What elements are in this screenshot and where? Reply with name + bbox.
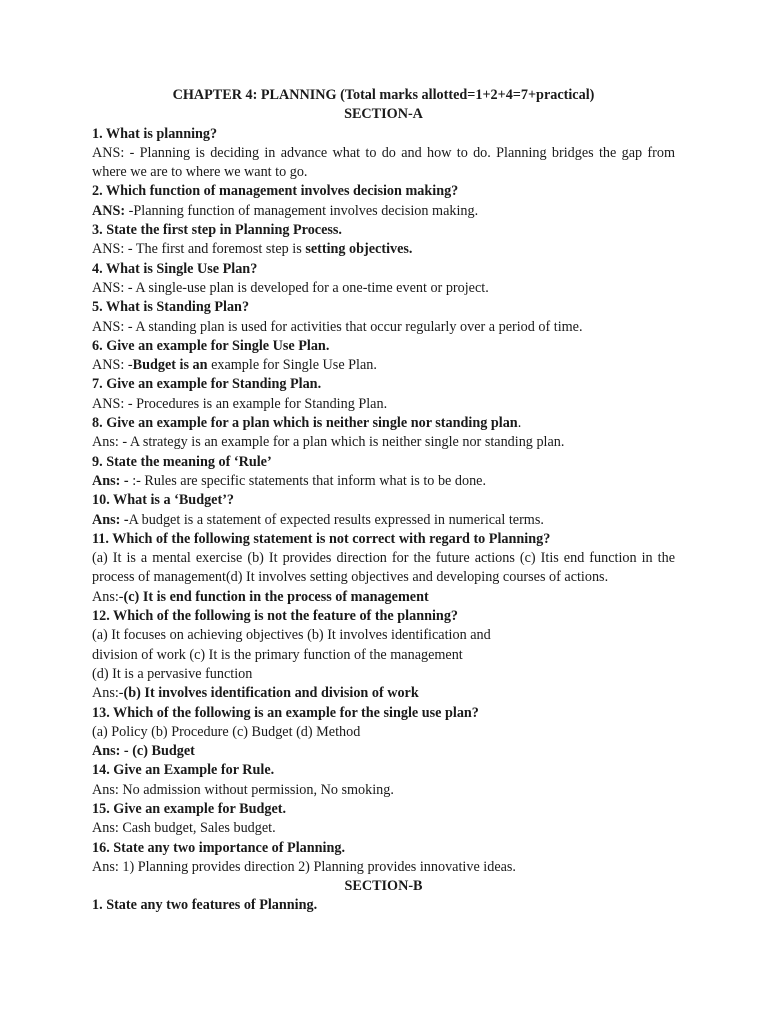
question-6: 6. Give an example for Single Use Plan. — [92, 337, 330, 354]
question-9: 9. State the meaning of ‘Rule’ — [92, 453, 272, 470]
answer-16: Ans: 1) Planning provides direction 2) Planning provides innovative ideas. — [92, 858, 516, 875]
section-a-heading: SECTION-A — [344, 106, 423, 123]
answer-6-suffix: example for Single Use Plan. — [207, 357, 377, 374]
answer-3 — [92, 240, 675, 259]
question-8-text: 8. Give an example for a plan which is neither single nor standing plan — [92, 415, 518, 432]
question-12-option-line-1: (a) It focuses on achieving objectives (b) It involves identification and — [92, 627, 491, 644]
answer-14: Ans: No admission without permission, No smoking. — [92, 781, 394, 798]
question-8-suffix: . — [517, 415, 522, 432]
document-page — [92, 86, 675, 916]
answer-10-prefix: Ans: - — [92, 511, 129, 528]
chapter-title: CHAPTER 4: PLANNING (Total marks allotted=1+2+4=7+practical) — [172, 87, 595, 103]
section-b-heading: SECTION-B — [344, 878, 423, 895]
answer-6-prefix: ANS: - — [92, 357, 133, 374]
question-5: 5. What is Standing Plan? — [92, 299, 250, 316]
section-b-question-1: 1. State any two features of Planning. — [92, 897, 318, 914]
answer-10-text: A budget is a statement of expected results expressed in numerical terms. — [128, 511, 544, 528]
answer-13: Ans: - (c) Budget — [92, 743, 195, 760]
answer-6-bold: Budget is an — [132, 357, 208, 374]
answer-1-prefix: ANS: - — [92, 144, 140, 161]
answer-3-bold: setting objectives. — [305, 241, 413, 258]
answer-2-prefix: ANS: — [92, 202, 126, 219]
answer-11 — [92, 588, 675, 607]
answer-12 — [92, 684, 675, 703]
question-12-option-line-3: (d) It is a pervasive function — [92, 665, 253, 682]
answer-3-prefix: ANS: - The first and foremost step is — [92, 241, 306, 258]
answer-2 — [92, 202, 675, 221]
answer-12-prefix: Ans:- — [92, 685, 124, 702]
answer-11-prefix: Ans:- — [92, 588, 124, 605]
answer-4: ANS: - A single-use plan is developed for a one-time event or project. — [92, 279, 489, 296]
answer-11-bold: (c) It is end function in the process of management — [123, 588, 429, 605]
question-2: 2. Which function of management involves decision making? — [92, 183, 459, 200]
question-13: 13. Which of the following is an example for the single use plan? — [92, 704, 479, 721]
question-12: 12. Which of the following is not the feature of the planning? — [92, 608, 459, 625]
question-10: 10. What is a ‘Budget’? — [92, 492, 235, 509]
answer-9 — [92, 472, 675, 491]
question-14: 14. Give an Example for Rule. — [92, 762, 275, 779]
question-1: 1. What is planning? — [92, 125, 218, 142]
answer-10 — [92, 511, 675, 530]
question-4: 4. What is Single Use Plan? — [92, 260, 258, 277]
question-12-option-line-2: division of work (c) It is the primary function of the management — [92, 646, 463, 663]
answer-1 — [92, 144, 675, 183]
question-15: 15. Give an example for Budget. — [92, 800, 287, 817]
question-8 — [92, 414, 675, 433]
question-7: 7. Give an example for Standing Plan. — [92, 376, 322, 393]
question-11-options: (a) It is a mental exercise (b) It provides direction for the future actions (c) Itis end function in the process of management(d) It involves setting objectives and developing courses of actions. — [92, 550, 675, 586]
answer-8: Ans: - A strategy is an example for a plan which is neither single nor standing plan. — [92, 434, 565, 451]
question-3: 3. State the first step in Planning Process. — [92, 222, 342, 239]
answer-15: Ans: Cash budget, Sales budget. — [92, 820, 276, 837]
answer-1-text: Planning is deciding in advance what to do and how to do. Planning bridges the gap from where we are to where we want to go. — [92, 144, 675, 181]
answer-6 — [92, 356, 675, 375]
answer-9-prefix: Ans: - — [92, 472, 129, 489]
answer-7: ANS: - Procedures is an example for Standing Plan. — [92, 395, 388, 412]
question-11: 11. Which of the following statement is not correct with regard to Planning? — [92, 530, 551, 547]
answer-5: ANS: - A standing plan is used for activities that occur regularly over a period of time. — [92, 318, 583, 335]
answer-12-bold: (b) It involves identification and division of work — [123, 685, 419, 702]
question-13-options: (a) Policy (b) Procedure (c) Budget (d) Method — [92, 723, 361, 740]
question-16: 16. State any two importance of Planning. — [92, 839, 346, 856]
answer-2-text: -Planning function of management involves decision making. — [125, 202, 479, 219]
answer-9-text: :- Rules are specific statements that inform what is to be done. — [128, 472, 487, 489]
